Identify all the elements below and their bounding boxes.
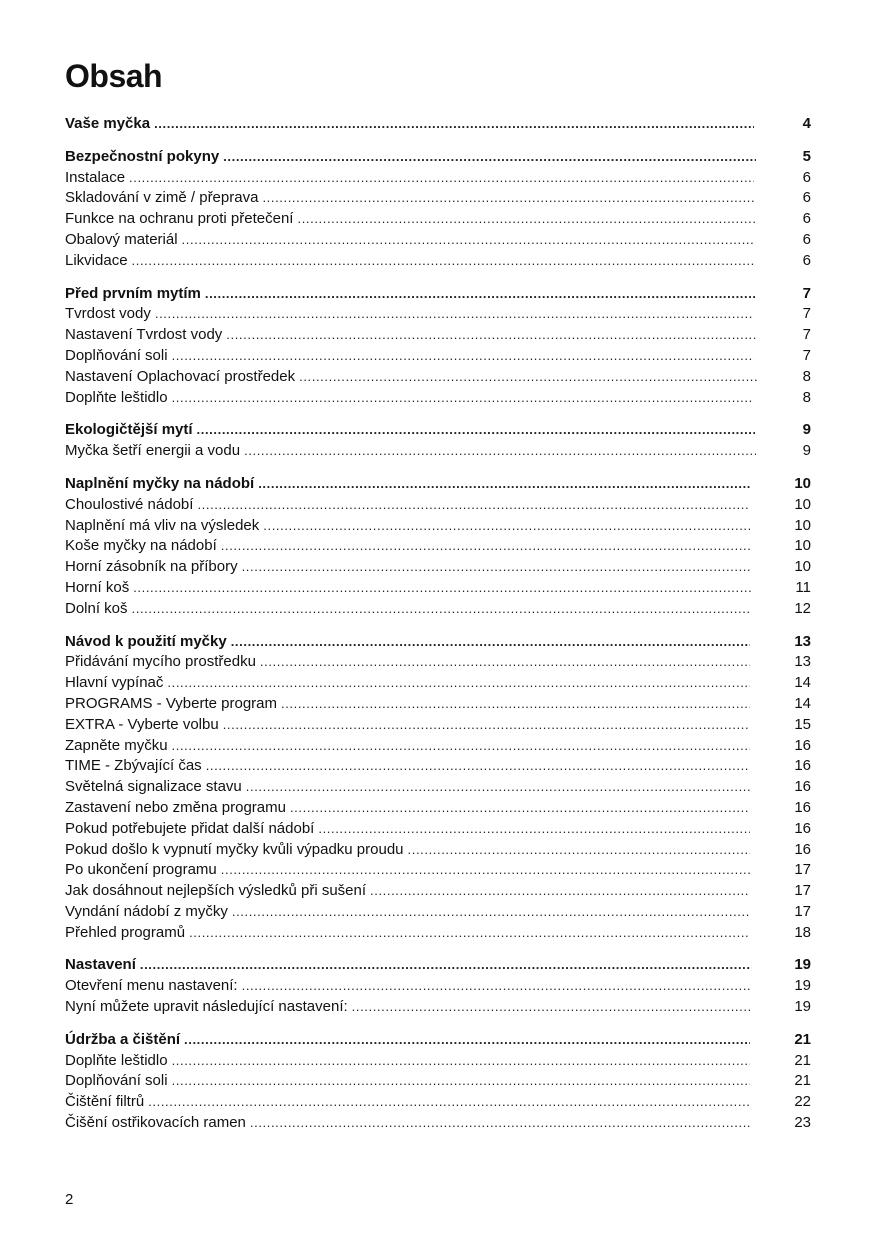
toc-dot-leader bbox=[297, 209, 757, 230]
toc-entry bbox=[65, 798, 811, 819]
toc-dot-leader bbox=[258, 474, 750, 495]
toc-entry-label: Skladování v zimě / přeprava bbox=[65, 189, 259, 207]
toc-entry-label: Před prvním mytím bbox=[65, 284, 201, 302]
toc-entry bbox=[65, 230, 811, 251]
toc-entry-label: Po ukončení programu bbox=[65, 861, 217, 879]
toc-entry bbox=[65, 1092, 811, 1113]
toc-entry bbox=[65, 736, 811, 757]
toc-entry bbox=[65, 578, 811, 599]
toc-entry-label: Doplňte leštidlo bbox=[65, 1051, 168, 1069]
toc-entry-label: Zastavení nebo změna programu bbox=[65, 798, 286, 816]
toc-entry-page: 22 bbox=[794, 1093, 811, 1111]
toc-entry bbox=[65, 976, 811, 997]
toc-dot-leader bbox=[262, 188, 756, 209]
toc-entry-page: 6 bbox=[802, 251, 811, 269]
toc-entry bbox=[65, 346, 811, 367]
toc-dot-leader bbox=[352, 997, 751, 1018]
toc-entry bbox=[65, 599, 811, 620]
toc-dot-leader bbox=[250, 1113, 750, 1134]
toc-entry-page: 17 bbox=[794, 861, 811, 879]
toc-entry bbox=[65, 168, 811, 189]
toc-dot-leader bbox=[140, 955, 750, 976]
toc-dot-leader bbox=[221, 860, 751, 881]
toc-entry-page: 12 bbox=[794, 599, 811, 617]
toc-entry-label: Jak dosáhnout nejlepších výsledků při sušení bbox=[65, 882, 367, 900]
toc-dot-leader bbox=[129, 168, 753, 189]
toc-entry bbox=[65, 840, 811, 861]
toc-dot-leader bbox=[172, 1071, 751, 1092]
toc-section bbox=[65, 420, 811, 462]
toc-entry-label: Vyndání nádobí z myčky bbox=[65, 902, 228, 920]
toc-entry-label: Přehled programů bbox=[65, 923, 186, 941]
toc-dot-leader bbox=[246, 777, 751, 798]
toc-entry-page: 16 bbox=[794, 778, 811, 796]
toc-entry-page: 17 bbox=[794, 882, 811, 900]
toc-entry-label: Tvrdost vody bbox=[65, 305, 151, 323]
toc-entry bbox=[65, 516, 811, 537]
toc-entry-page: 16 bbox=[794, 840, 811, 858]
toc-entry-label: Návod k použití myčky bbox=[65, 632, 227, 650]
toc-entry-label: Horní zásobník na příbory bbox=[65, 558, 238, 576]
toc-entry-page: 10 bbox=[794, 495, 811, 513]
toc-dot-leader bbox=[172, 346, 755, 367]
toc-entry bbox=[65, 1051, 811, 1072]
toc-entry-page: 19 bbox=[794, 956, 811, 974]
toc-entry-page: 5 bbox=[802, 147, 811, 165]
toc-entry-label: Přidávání mycího prostředku bbox=[65, 653, 256, 671]
toc-dot-leader bbox=[260, 652, 750, 673]
toc-heading-entry bbox=[65, 955, 811, 976]
toc-entry bbox=[65, 495, 811, 516]
toc-entry-label: Horní koš bbox=[65, 578, 130, 596]
toc-dot-leader bbox=[242, 976, 751, 997]
toc-entry-page: 21 bbox=[794, 1051, 811, 1069]
toc-dot-leader bbox=[226, 325, 755, 346]
toc-dot-leader bbox=[132, 251, 754, 272]
page-title: Obsah bbox=[65, 58, 163, 94]
toc-entry-label: Vaše myčka bbox=[65, 115, 151, 132]
toc-entry bbox=[65, 756, 811, 777]
toc-entry-label: TIME - Zbývající čas bbox=[65, 757, 202, 775]
toc-dot-leader bbox=[154, 114, 754, 135]
toc-entry-label: Hlavní vypínač bbox=[65, 674, 164, 692]
table-of-contents bbox=[65, 114, 811, 1146]
toc-entry-label: Údržba a čištění bbox=[65, 1030, 181, 1048]
toc-dot-leader bbox=[182, 230, 755, 251]
toc-dot-leader bbox=[172, 1051, 751, 1072]
toc-entry-label: Bezpečnostní pokyny bbox=[65, 147, 220, 165]
toc-entry-page: 6 bbox=[802, 168, 811, 186]
toc-entry-label: Nyní můžete upravit následující nastavení: bbox=[65, 998, 348, 1016]
toc-dot-leader bbox=[263, 516, 750, 537]
toc-dot-leader bbox=[232, 902, 750, 923]
toc-entry-page: 7 bbox=[802, 346, 811, 364]
toc-dot-leader bbox=[408, 840, 751, 861]
toc-dot-leader bbox=[184, 1030, 750, 1051]
toc-dot-leader bbox=[299, 367, 757, 388]
toc-entry bbox=[65, 902, 811, 923]
toc-dot-leader bbox=[172, 388, 755, 409]
toc-entry-page: 19 bbox=[794, 977, 811, 995]
toc-entry-page: 16 bbox=[794, 757, 811, 775]
toc-entry-page: 13 bbox=[794, 632, 811, 650]
toc-entry-label: Nastavení bbox=[65, 956, 136, 974]
toc-dot-leader bbox=[205, 284, 755, 305]
toc-entry-page: 6 bbox=[802, 210, 811, 228]
toc-entry-label: Nastavení Oplachovací prostředek bbox=[65, 367, 296, 385]
toc-dot-leader bbox=[290, 798, 750, 819]
toc-heading-entry bbox=[65, 284, 811, 305]
toc-section bbox=[65, 114, 811, 135]
toc-heading-entry bbox=[65, 147, 811, 168]
toc-section bbox=[65, 632, 811, 944]
toc-dot-leader bbox=[221, 536, 751, 557]
toc-entry-page: 10 bbox=[794, 474, 811, 492]
toc-entry bbox=[65, 1071, 811, 1092]
toc-heading-entry bbox=[65, 632, 811, 653]
toc-entry-label: EXTRA - Vyberte volbu bbox=[65, 715, 219, 733]
toc-entry-label: Pokud potřebujete přidat další nádobí bbox=[65, 819, 315, 837]
toc-entry bbox=[65, 673, 811, 694]
toc-heading-entry bbox=[65, 420, 811, 441]
toc-heading-entry bbox=[65, 114, 811, 135]
page-number: 2 bbox=[65, 1191, 74, 1208]
toc-section bbox=[65, 284, 811, 409]
toc-dot-leader bbox=[197, 420, 755, 441]
toc-entry-label: Čišění ostřikovacích ramen bbox=[65, 1114, 246, 1132]
toc-entry-label: Světelná signalizace stavu bbox=[65, 778, 242, 796]
toc-entry-label: Instalace bbox=[65, 168, 126, 186]
toc-entry-page: 8 bbox=[802, 367, 811, 385]
toc-dot-leader bbox=[206, 756, 751, 777]
toc-entry-page: 4 bbox=[802, 115, 811, 132]
toc-entry bbox=[65, 860, 811, 881]
toc-dot-leader bbox=[167, 673, 750, 694]
toc-entry bbox=[65, 188, 811, 209]
toc-entry bbox=[65, 1113, 811, 1134]
toc-entry bbox=[65, 715, 811, 736]
toc-entry-label: Čištění filtrů bbox=[65, 1093, 145, 1111]
toc-entry-label: PROGRAMS - Vyberte program bbox=[65, 694, 277, 712]
toc-entry-page: 10 bbox=[794, 537, 811, 555]
toc-entry-label: Doplňování soli bbox=[65, 1072, 168, 1090]
toc-section bbox=[65, 474, 811, 620]
toc-entry-label: Doplňte leštidlo bbox=[65, 388, 168, 406]
toc-entry-label: Otevření menu nastavení: bbox=[65, 977, 238, 995]
toc-entry-label: Obalový materiál bbox=[65, 230, 178, 248]
toc-entry-page: 10 bbox=[794, 516, 811, 534]
toc-dot-leader bbox=[155, 304, 754, 325]
toc-entry-label: Likvidace bbox=[65, 251, 128, 269]
toc-dot-leader bbox=[231, 632, 751, 653]
toc-entry-label: Choulostivé nádobí bbox=[65, 495, 194, 513]
toc-entry-page: 18 bbox=[794, 923, 811, 941]
toc-entry-page: 10 bbox=[794, 558, 811, 576]
toc-entry-label: Naplnění myčky na nádobí bbox=[65, 474, 255, 492]
toc-entry-label: Koše myčky na nádobí bbox=[65, 537, 217, 555]
toc-dot-leader bbox=[370, 881, 750, 902]
toc-dot-leader bbox=[281, 694, 750, 715]
toc-entry-page: 14 bbox=[794, 674, 811, 692]
toc-entry-page: 6 bbox=[802, 230, 811, 248]
toc-entry-page: 7 bbox=[802, 284, 811, 302]
toc-entry bbox=[65, 997, 811, 1018]
toc-entry-label: Ekologičtější mytí bbox=[65, 421, 193, 439]
toc-entry bbox=[65, 694, 811, 715]
toc-entry-page: 16 bbox=[794, 736, 811, 754]
toc-entry-label: Pokud došlo k vypnutí myčky kvůli výpadku proudu bbox=[65, 840, 404, 858]
toc-section bbox=[65, 955, 811, 1017]
toc-entry bbox=[65, 388, 811, 409]
toc-heading-entry bbox=[65, 474, 811, 495]
toc-dot-leader bbox=[189, 923, 750, 944]
toc-entry bbox=[65, 325, 811, 346]
toc-entry bbox=[65, 819, 811, 840]
toc-dot-leader bbox=[242, 557, 751, 578]
toc-entry-page: 19 bbox=[794, 998, 811, 1016]
toc-entry-label: Myčka šetří energii a vodu bbox=[65, 442, 241, 460]
toc-dot-leader bbox=[172, 736, 751, 757]
toc-entry-page: 11 bbox=[795, 578, 811, 596]
toc-dot-leader bbox=[223, 147, 755, 168]
toc-entry-page: 9 bbox=[802, 421, 811, 439]
toc-entry bbox=[65, 923, 811, 944]
toc-dot-leader bbox=[244, 441, 756, 462]
toc-entry-page: 21 bbox=[794, 1072, 811, 1090]
toc-dot-leader bbox=[133, 578, 751, 599]
toc-dot-leader bbox=[318, 819, 750, 840]
toc-entry-label: Funkce na ochranu proti přetečení bbox=[65, 210, 294, 228]
toc-entry-label: Doplňování soli bbox=[65, 346, 168, 364]
toc-entry bbox=[65, 367, 811, 388]
toc-entry-page: 16 bbox=[794, 819, 811, 837]
toc-entry-page: 7 bbox=[802, 326, 811, 344]
toc-entry-page: 13 bbox=[794, 653, 811, 671]
toc-entry-page: 17 bbox=[794, 902, 811, 920]
toc-dot-leader bbox=[197, 495, 750, 516]
toc-entry bbox=[65, 557, 811, 578]
toc-entry bbox=[65, 777, 811, 798]
toc-entry-page: 15 bbox=[794, 715, 811, 733]
toc-entry bbox=[65, 209, 811, 230]
toc-entry-page: 9 bbox=[802, 442, 811, 460]
toc-entry-page: 8 bbox=[802, 388, 811, 406]
toc-entry-label: Nastavení Tvrdost vody bbox=[65, 326, 223, 344]
toc-entry-label: Naplnění má vliv na výsledek bbox=[65, 516, 260, 534]
toc-entry-page: 6 bbox=[802, 189, 811, 207]
toc-dot-leader bbox=[148, 1092, 750, 1113]
toc-entry bbox=[65, 536, 811, 557]
toc-dot-leader bbox=[132, 599, 751, 620]
toc-entry-page: 23 bbox=[794, 1114, 811, 1132]
toc-entry-page: 14 bbox=[794, 694, 811, 712]
toc-entry bbox=[65, 304, 811, 325]
toc-entry-label: Zapněte myčku bbox=[65, 736, 168, 754]
toc-section bbox=[65, 147, 811, 272]
toc-section bbox=[65, 1030, 811, 1134]
toc-entry-page: 7 bbox=[802, 305, 811, 323]
toc-entry bbox=[65, 881, 811, 902]
toc-entry-page: 21 bbox=[794, 1030, 811, 1048]
toc-entry bbox=[65, 441, 811, 462]
toc-dot-leader bbox=[223, 715, 751, 736]
toc-entry bbox=[65, 251, 811, 272]
toc-entry-label: Dolní koš bbox=[65, 599, 128, 617]
toc-heading-entry bbox=[65, 1030, 811, 1051]
toc-entry bbox=[65, 652, 811, 673]
toc-entry-page: 16 bbox=[794, 798, 811, 816]
